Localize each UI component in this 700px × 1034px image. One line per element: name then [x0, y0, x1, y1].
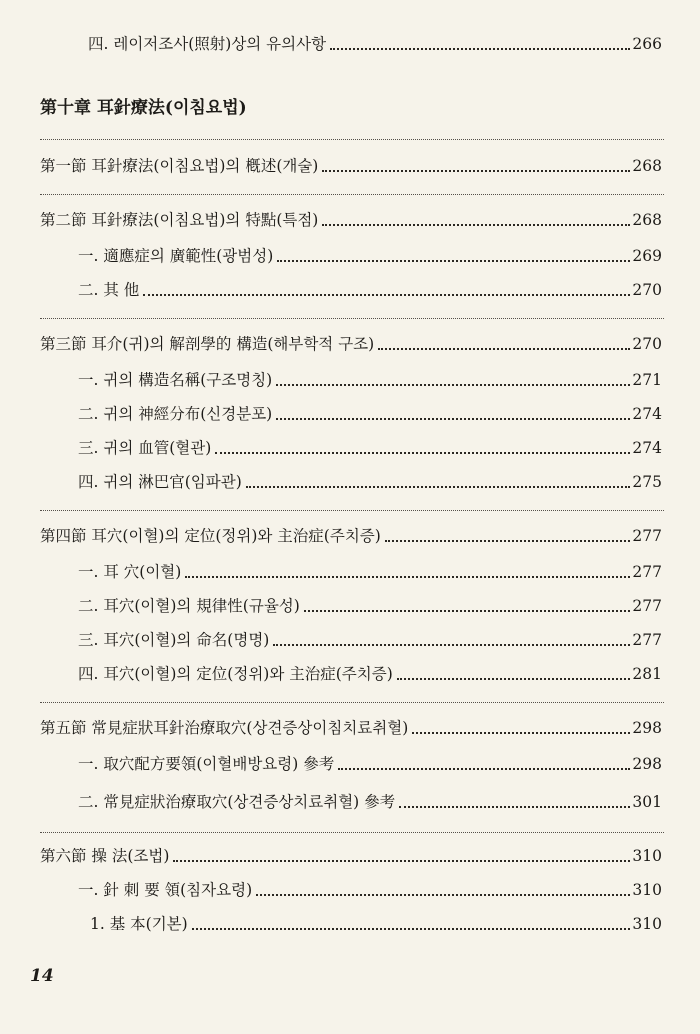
entry-page-number: 274: [632, 439, 662, 457]
dot-leader: [246, 486, 631, 488]
dot-leader: [215, 452, 630, 454]
entry-label: 第六節 操 法(조법): [40, 847, 170, 865]
toc-entry: [0, 590, 700, 616]
entry-page-number: 270: [632, 281, 662, 299]
entry-page-number: 310: [632, 847, 662, 865]
dot-leader: [277, 260, 630, 262]
entry-label: 三. 귀의 血管(혈관): [78, 439, 212, 457]
chapter-title: 第十章 耳針療法(이침요법): [40, 98, 247, 118]
entry-page-number: 268: [632, 211, 662, 229]
entry-page-number: 270: [632, 335, 662, 353]
entry-page-number: 298: [632, 719, 662, 737]
entry-label: 二. 常見症狀治療取穴(상견증상치료취혈) 參考: [78, 793, 396, 811]
toc-entry: [0, 432, 700, 458]
entry-label: 第四節 耳穴(이혈)의 定位(정위)와 主治症(주치증): [40, 527, 381, 545]
entry-label: 四. 耳穴(이혈)의 定位(정위)와 主治症(주치증): [78, 665, 393, 683]
dot-leader: [338, 768, 630, 770]
entry-page-number: 277: [632, 631, 662, 649]
entry-label: 第二節 耳針療法(이침요법)의 特點(특점): [40, 211, 319, 229]
dot-leader: [322, 224, 630, 226]
toc-entry: [0, 28, 700, 54]
entry-page-number: 277: [632, 527, 662, 545]
entry-page-number: 298: [632, 755, 662, 773]
page-folio: 14: [30, 966, 54, 986]
dot-leader: [192, 928, 631, 930]
toc-entry: [0, 840, 700, 866]
entry-page-number: 310: [632, 881, 662, 899]
entry-label: 四. 귀의 淋巴官(임파관): [78, 473, 242, 491]
dot-leader: [273, 644, 630, 646]
dot-leader: [397, 678, 631, 680]
section-divider: [40, 702, 664, 703]
entry-page-number: 271: [632, 371, 662, 389]
dot-leader: [330, 48, 630, 50]
entry-label: 二. 耳穴(이혈)의 規律性(규율성): [78, 597, 300, 615]
toc-entry: [0, 908, 700, 934]
entry-label: 第三節 耳介(귀)의 解剖學的 構造(해부학적 구조): [40, 335, 375, 353]
dot-leader: [276, 384, 630, 386]
section-divider: [40, 318, 664, 319]
entry-label: 一. 適應症의 廣範性(광범성): [78, 247, 274, 265]
chapter-heading: [0, 92, 700, 118]
entry-label: 二. 귀의 神經分布(신경분포): [78, 405, 273, 423]
entry-label: 第一節 耳針療法(이침요법)의 槪述(개술): [40, 157, 319, 175]
toc-entry: [0, 398, 700, 424]
toc-entry: [0, 520, 700, 546]
entry-page-number: 277: [632, 563, 662, 581]
dot-leader: [143, 294, 630, 296]
toc-entry: [0, 204, 700, 230]
section-divider: [40, 139, 664, 140]
section-divider: [40, 194, 664, 195]
toc-entry: [0, 874, 700, 900]
entry-label: 第五節 常見症狀耳針治療取穴(상견증상이침치료취혈): [40, 719, 409, 737]
entry-page-number: 275: [632, 473, 662, 491]
entry-label: 二. 其 他: [78, 281, 140, 299]
entry-page-number: 310: [632, 915, 662, 933]
dot-leader: [399, 806, 630, 808]
entry-page-number: 301: [632, 793, 662, 811]
entry-label: 四. 레이저조사(照射)상의 유의사항: [88, 35, 327, 53]
entry-page-number: 277: [632, 597, 662, 615]
entry-label: 一. 耳 穴(이혈): [78, 563, 182, 581]
entry-page-number: 269: [632, 247, 662, 265]
dot-leader: [385, 540, 631, 542]
toc-entry: [0, 624, 700, 650]
entry-page-number: 268: [632, 157, 662, 175]
entry-page-number: 281: [632, 665, 662, 683]
entry-label: 一. 取穴配方要領(이혈배방요령) 參考: [78, 755, 335, 773]
toc-entry: [0, 274, 700, 300]
toc-entry: [0, 328, 700, 354]
entry-label: 1. 基 本(기본): [90, 915, 188, 933]
toc-entry: [0, 150, 700, 176]
toc-entry: [0, 556, 700, 582]
entry-label: 一. 針 刺 要 領(침자요령): [78, 881, 253, 899]
dot-leader: [322, 170, 630, 172]
entry-label: 一. 귀의 構造名稱(구조명칭): [78, 371, 273, 389]
dot-leader: [173, 860, 630, 862]
entry-page-number: 274: [632, 405, 662, 423]
section-divider: [40, 510, 664, 511]
entry-label: 三. 耳穴(이혈)의 命名(명명): [78, 631, 270, 649]
dot-leader: [276, 418, 630, 420]
toc-entry: [0, 658, 700, 684]
dot-leader: [256, 894, 630, 896]
entry-page-number: 266: [632, 35, 662, 53]
section-divider: [40, 832, 664, 833]
toc-entry: [0, 466, 700, 492]
dot-leader: [304, 610, 631, 612]
dot-leader: [185, 576, 630, 578]
dot-leader: [412, 732, 630, 734]
toc-entry: [0, 712, 700, 738]
toc-entry: [0, 748, 700, 774]
toc-entry: [0, 364, 700, 390]
dot-leader: [378, 348, 630, 350]
toc-entry: [0, 786, 700, 812]
toc-entry: [0, 240, 700, 266]
